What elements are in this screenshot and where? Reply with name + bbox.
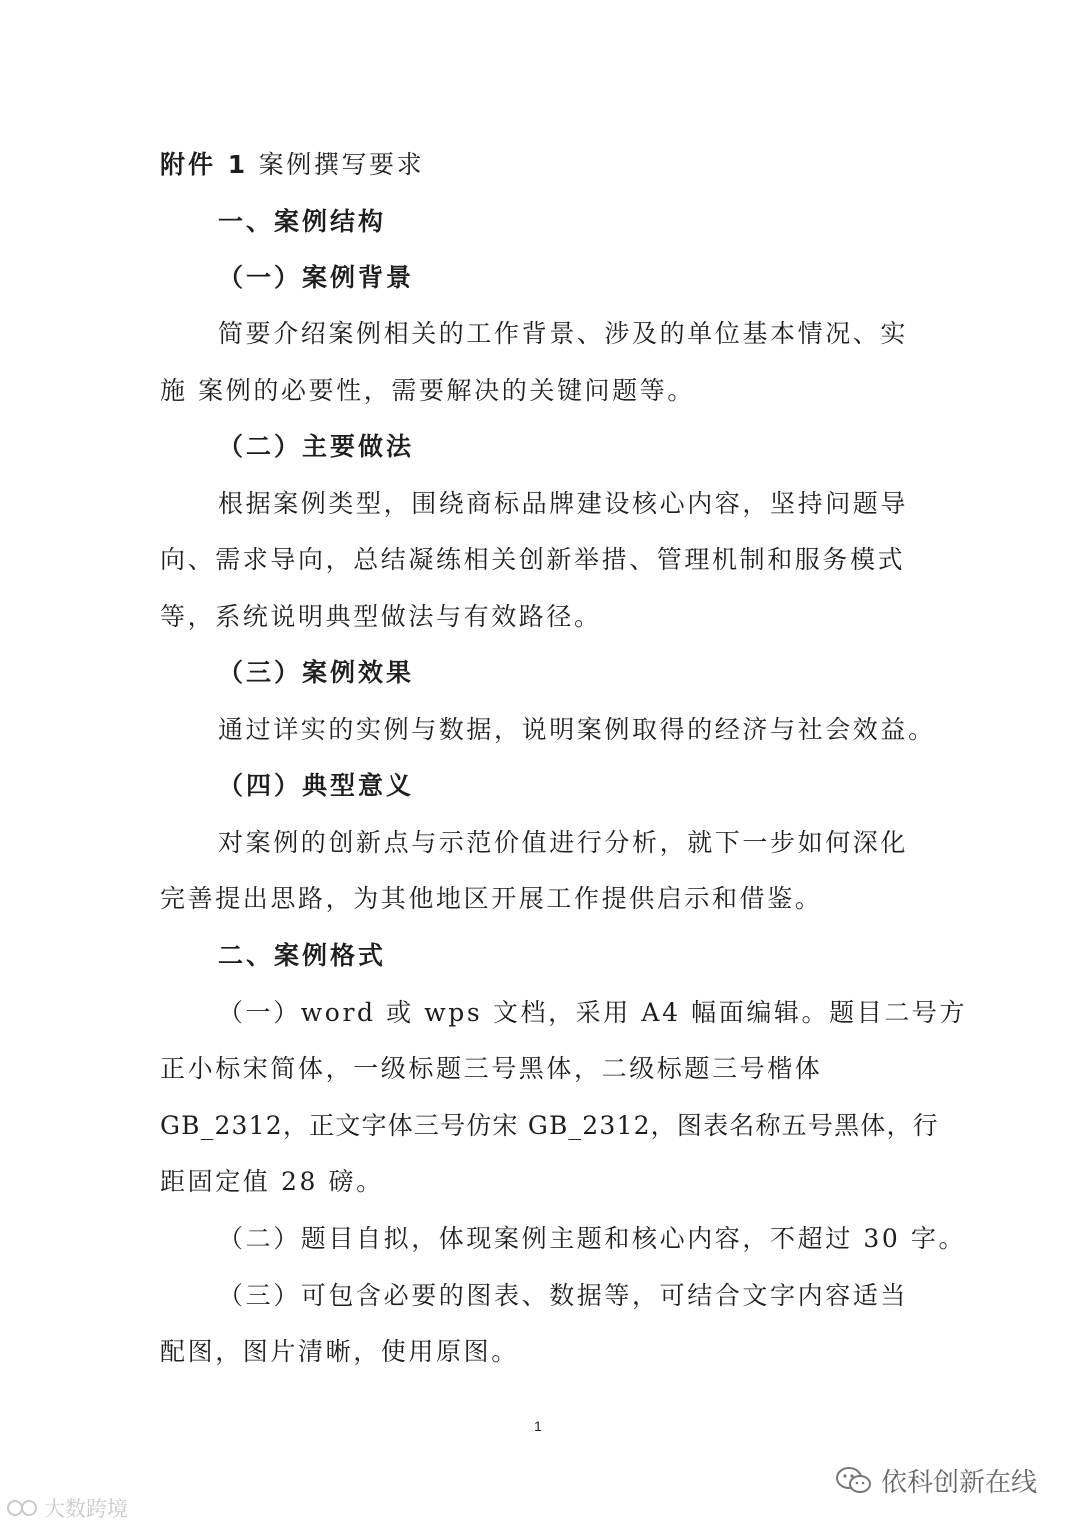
- paragraph-line: 通过详实的实例与数据，说明案例取得的经济与社会效益。: [218, 715, 936, 744]
- paragraph-line: 施 案例的必要性，需要解决的关键问题等。: [160, 376, 695, 405]
- watermark-logo-icon: [6, 1497, 40, 1519]
- paragraph-line: 根据案例类型，围绕商标品牌建设核心内容，坚持问题导: [218, 489, 909, 518]
- paragraph-line: （二）题目自拟，体现案例主题和核心内容，不超过 30 字。: [218, 1224, 967, 1253]
- attachment-heading: [160, 145, 424, 181]
- paragraph-line: 距固定值 28 磅。: [160, 1167, 384, 1196]
- paragraph-line: 配图，图片清晰，使用原图。: [160, 1337, 519, 1366]
- paragraph-line: 对案例的创新点与示范价值进行分析，就下一步如何深化: [218, 828, 909, 857]
- section-heading-structure: 一、案例结构: [218, 207, 387, 236]
- paragraph-line: 正小标宋简体，一级标题三号黑体，二级标题三号楷体: [160, 1054, 823, 1083]
- wechat-icon: [835, 1466, 873, 1496]
- watermark-left-text: 大数跨境: [44, 1497, 128, 1521]
- attachment-title: 案例撰写要求: [258, 150, 425, 179]
- paragraph-line: 等，系统说明典型做法与有效路径。: [160, 602, 602, 631]
- subheading-background: （一）案例背景: [218, 263, 415, 292]
- watermark-right: [835, 1462, 1037, 1499]
- paragraph-line: 向、需求导向，总结凝练相关创新举措、管理机制和服务模式: [160, 545, 906, 574]
- paragraph-line: GB_2312，正文字体三号仿宋 GB_2312，图表名称五号黑体，行: [160, 1111, 939, 1140]
- paragraph-line: 简要介绍案例相关的工作背景、涉及的单位基本情况、实: [218, 319, 909, 348]
- page-number: 1: [534, 1418, 542, 1434]
- section-heading-format: 二、案例格式: [218, 941, 387, 970]
- subheading-significance: （四）典型意义: [218, 771, 415, 800]
- subheading-effects: （三）案例效果: [218, 658, 415, 687]
- subheading-practices: （二）主要做法: [218, 432, 415, 461]
- paragraph-line: 完善提出思路，为其他地区开展工作提供启示和借鉴。: [160, 884, 823, 913]
- watermark-left: [6, 1493, 128, 1523]
- attachment-label: 附件 1: [160, 150, 249, 179]
- watermark-right-text: 依科创新在线: [881, 1468, 1038, 1498]
- paragraph-line: （一）word 或 wps 文档，采用 A4 幅面编辑。题目二号方: [218, 998, 968, 1027]
- paragraph-line: （三）可包含必要的图表、数据等，可结合文字内容适当: [218, 1281, 909, 1310]
